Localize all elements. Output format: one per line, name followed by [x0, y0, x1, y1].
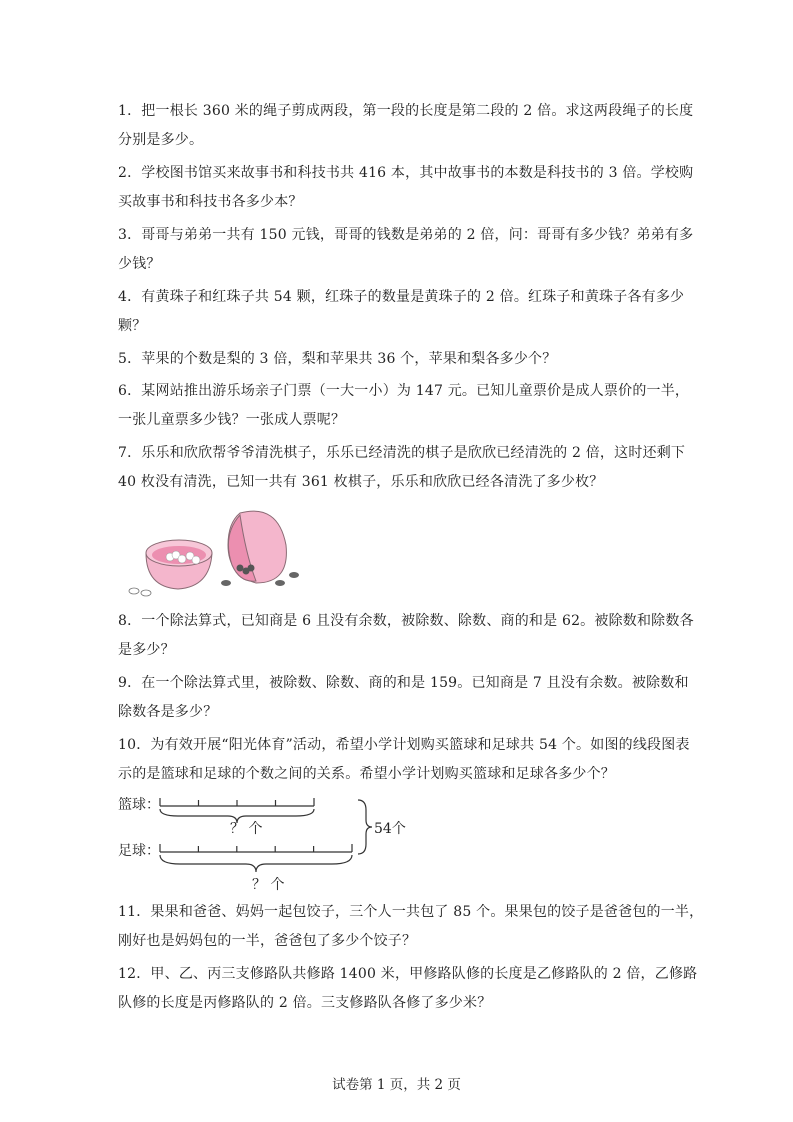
question-line: 5．苹果的个数是梨的 3 倍，梨和苹果共 36 个，苹果和梨各多少个？ — [118, 351, 557, 367]
question-line: 40 枚没有清洗，已知一共有 361 枚棋子，乐乐和欣欣已经各清洗了多少枚？ — [118, 474, 604, 490]
question-line: 除数各是多少？ — [118, 704, 218, 720]
question-line: 示的是篮球和足球的个数之间的关系。希望小学计划购买篮球和足球各多少个？ — [118, 766, 615, 782]
question-line: 6．某网站推出游乐场亲子门票（一大一小）为 147 元。已知儿童票价是成人票价的一半， — [118, 383, 690, 399]
question-4 — [118, 283, 685, 341]
basketball-question: ？ 个 — [230, 821, 263, 837]
question-1 — [118, 97, 694, 155]
question-line: 一张儿童票多少钱？一张成人票呢？ — [118, 412, 346, 428]
total-label: 54个 — [374, 821, 406, 837]
question-8 — [118, 607, 694, 665]
question-line: 队修的长度是丙修路队的 2 倍。三支修路队各修了多少米？ — [118, 995, 492, 1011]
question-line: 2．学校图书馆买来故事书和科技书共 416 本，其中故事书的本数是科技书的 3 倍。学校购 — [118, 165, 694, 181]
question-line: 7．乐乐和欣欣帮爷爷清洗棋子，乐乐已经清洗的棋子是欣欣已经清洗的 2 倍，这时还剩下 — [118, 445, 686, 461]
football-question: ？ 个 — [252, 877, 285, 893]
question-line: 10．为有效开展“阳光体育”活动，希望小学计划购买篮球和足球共 54 个。如图的线段图表 — [118, 737, 690, 753]
question-7 — [118, 439, 686, 497]
question-line: 刚好也是妈妈包的一半，爸爸包了多少个饺子？ — [118, 933, 417, 949]
chess-bowls-illustration — [118, 505, 308, 597]
question-6 — [118, 377, 690, 435]
football-label: 足球： — [118, 843, 160, 859]
question-line: 是多少？ — [118, 642, 175, 658]
question-line: 分别是多少。 — [118, 132, 204, 148]
basketball-label: 篮球： — [118, 797, 160, 813]
question-line: 4．有黄珠子和红珠子共 54 颗，红珠子的数量是黄珠子的 2 倍。红珠子和黄珠子各有多少 — [118, 289, 685, 305]
question-line: 买故事书和科技书各多少本？ — [118, 194, 303, 210]
question-line: 12．甲、乙、丙三支修路队共修路 1400 米，甲修路队修的长度是乙修路队的 2 倍，乙修路 — [118, 966, 698, 982]
segment-lines — [118, 792, 418, 900]
question-5 — [118, 345, 678, 374]
question-line: 3．哥哥与弟弟一共有 150 元钱，哥哥的钱数是弟弟的 2 倍，问：哥哥有多少钱？弟弟有多 — [118, 227, 694, 243]
question-3 — [118, 221, 694, 279]
question-10 — [118, 731, 690, 789]
question-line: 1．把一根长 360 米的绳子剪成两段，第一段的长度是第二段的 2 倍。求这两段绳子的长度 — [118, 103, 694, 119]
question-11 — [118, 898, 704, 956]
question-line: 颗？ — [118, 318, 147, 334]
question-line: 少钱？ — [118, 256, 161, 272]
question-line: 8．一个除法算式，已知商是 6 且没有余数，被除数、除数、商的和是 62。被除数和除数各 — [118, 613, 694, 629]
question-line: 11．果果和爸爸、妈妈一起包饺子，三个人一共包了 85 个。果果包的饺子是爸爸包的一半， — [118, 904, 704, 920]
question-line: 9．在一个除法算式里，被除数、除数、商的和是 159。已知商是 7 且没有余数。被除数和 — [118, 675, 689, 691]
question-9 — [118, 669, 689, 727]
page-footer: 试卷第 1 页，共 2 页 — [332, 1077, 461, 1093]
line-segment-diagram — [118, 792, 418, 900]
question-2 — [118, 159, 694, 217]
question-12 — [118, 960, 698, 1018]
